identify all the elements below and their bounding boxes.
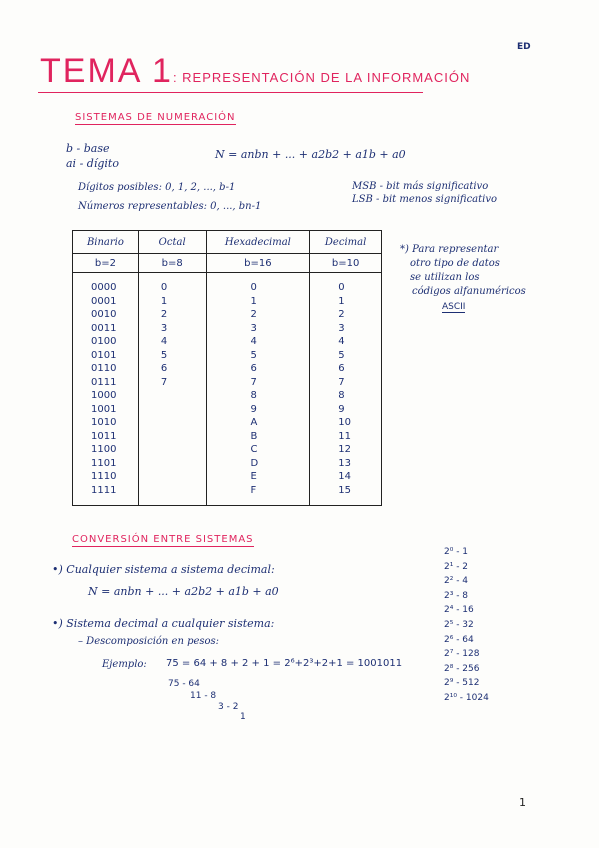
cell-hex: E	[206, 470, 310, 484]
cell-decimal: 6	[310, 362, 382, 376]
cell-hex: 8	[206, 389, 310, 403]
cell-binary: 0111	[73, 376, 139, 390]
def-digit: ai - dígito	[66, 157, 119, 170]
section-heading-numbering: SISTEMAS DE NUMERACIÓN	[75, 112, 236, 123]
header-decimal: Decimal	[310, 231, 382, 254]
cell-decimal: 5	[310, 349, 382, 363]
step-4: 1	[240, 712, 246, 722]
cell-binary: 1001	[73, 403, 139, 417]
step-3: 3 - 2	[218, 702, 239, 712]
cell-binary: 1011	[73, 430, 139, 444]
cell-decimal: 13	[310, 457, 382, 471]
cell-octal: 2	[138, 308, 206, 322]
cell-octal	[138, 457, 206, 471]
cell-decimal: 1	[310, 295, 382, 309]
note-line-1: *) Para representar	[400, 244, 499, 255]
note-ascii: ASCII	[442, 302, 466, 312]
table-row	[73, 416, 382, 430]
cell-binary: 0000	[73, 281, 139, 295]
power-of-two-item: 2⁹ - 512	[444, 678, 480, 689]
cell-hex: 5	[206, 349, 310, 363]
bullet-any-to-decimal: •) Cualquier sistema a sistema decimal:	[52, 563, 275, 576]
example-equation: 75 = 64 + 8 + 2 + 1 = 2⁶+2³+2+1 = 1001011	[166, 658, 403, 669]
cell-decimal: 11	[310, 430, 382, 444]
base-hex: b=16	[206, 254, 310, 273]
cell-hex: D	[206, 457, 310, 471]
number-systems-table	[72, 230, 382, 506]
power-of-two-item: 2⁸ - 256	[444, 663, 480, 674]
cell-binary: 1100	[73, 443, 139, 457]
cell-octal	[138, 416, 206, 430]
cell-binary: 1110	[73, 470, 139, 484]
cell-decimal: 0	[310, 281, 382, 295]
cell-hex: B	[206, 430, 310, 444]
representable-numbers: Números representables: 0, ..., bn-1	[78, 201, 262, 212]
power-of-two-item: 2¹⁰ - 1024	[444, 693, 489, 703]
table-row	[73, 322, 382, 336]
cell-decimal: 15	[310, 484, 382, 498]
msb-definition: MSB - bit más significativo	[352, 181, 489, 192]
cell-binary: 0010	[73, 308, 139, 322]
note-line-3: se utilizan los	[410, 272, 480, 283]
cell-binary: 1111	[73, 484, 139, 498]
table-row	[73, 376, 382, 390]
cell-octal: 3	[138, 322, 206, 336]
table-row	[73, 430, 382, 444]
table-row	[73, 403, 382, 417]
cell-decimal: 8	[310, 389, 382, 403]
step-1: 75 - 64	[168, 679, 200, 689]
cell-hex: 2	[206, 308, 310, 322]
table-row	[73, 308, 382, 322]
cell-hex: 7	[206, 376, 310, 390]
cell-hex: 0	[206, 281, 310, 295]
cell-hex: 3	[206, 322, 310, 336]
lsb-definition: LSB - bit menos significativo	[352, 194, 498, 205]
note-line-4: códigos alfanuméricos	[412, 286, 526, 297]
cell-binary: 0001	[73, 295, 139, 309]
cell-decimal: 9	[310, 403, 382, 417]
power-of-two-item: 2⁴ - 16	[444, 605, 474, 616]
title-underline	[38, 92, 423, 93]
header-octal: Octal	[138, 231, 206, 254]
page-title	[40, 52, 470, 91]
cell-hex: 6	[206, 362, 310, 376]
table-row	[73, 484, 382, 498]
table-row	[73, 281, 382, 295]
cell-binary: 0100	[73, 335, 139, 349]
base-binary: b=2	[73, 254, 139, 273]
cell-hex: F	[206, 484, 310, 498]
cell-binary: 1010	[73, 416, 139, 430]
cell-octal: 6	[138, 362, 206, 376]
author-initials: ED	[517, 42, 531, 52]
cell-hex: C	[206, 443, 310, 457]
cell-hex: 1	[206, 295, 310, 309]
cell-octal	[138, 443, 206, 457]
table-row	[73, 362, 382, 376]
power-of-two-item: 2¹ - 2	[444, 561, 469, 572]
cell-decimal: 3	[310, 322, 382, 336]
page-number: 1	[519, 796, 526, 809]
cell-octal: 4	[138, 335, 206, 349]
cell-binary: 0011	[73, 322, 139, 336]
header-hex: Hexadecimal	[206, 231, 310, 254]
table-row	[73, 295, 382, 309]
cell-binary: 0101	[73, 349, 139, 363]
cell-octal	[138, 470, 206, 484]
cell-binary: 0110	[73, 362, 139, 376]
def-base: b - base	[66, 142, 110, 155]
cell-octal: 1	[138, 295, 206, 309]
conversion-formula: N = anbn + ... + a2b2 + a1b + a0	[88, 585, 279, 598]
cell-binary: 1101	[73, 457, 139, 471]
step-2: 11 - 8	[190, 691, 217, 701]
example-label: Ejemplo:	[102, 659, 147, 670]
table-row	[73, 443, 382, 457]
cell-octal	[138, 389, 206, 403]
cell-decimal: 10	[310, 416, 382, 430]
cell-decimal: 2	[310, 308, 382, 322]
power-of-two-item: 2⁶ - 64	[444, 634, 474, 645]
bullet-decimal-to-any: •) Sistema decimal a cualquier sistema:	[52, 617, 275, 630]
numbering-formula: N = anbn + ... + a2b2 + a1b + a0	[215, 148, 406, 161]
note-line-2: otro tipo de datos	[410, 258, 500, 269]
cell-decimal: 14	[310, 470, 382, 484]
power-of-two-item: 2⁵ - 32	[444, 620, 474, 630]
table-row	[73, 470, 382, 484]
title-topic: TEMA 1	[40, 52, 173, 90]
power-of-two-item: 2² - 4	[444, 576, 469, 587]
title-subtitle: : REPRESENTACIÓN DE LA INFORMACIÓN	[172, 70, 471, 85]
cell-octal	[138, 484, 206, 498]
cell-octal	[138, 430, 206, 444]
cell-decimal: 7	[310, 376, 382, 390]
cell-octal: 5	[138, 349, 206, 363]
base-octal: b=8	[138, 254, 206, 273]
cell-hex: 4	[206, 335, 310, 349]
cell-decimal: 12	[310, 443, 382, 457]
base-decimal: b=10	[310, 254, 382, 273]
section-heading-conversion: CONVERSIÓN ENTRE SISTEMAS	[72, 534, 254, 545]
table-row	[73, 335, 382, 349]
power-of-two-item: 2³ - 8	[444, 590, 469, 601]
cell-decimal: 4	[310, 335, 382, 349]
possible-digits: Dígitos posibles: 0, 1, 2, ..., b-1	[78, 182, 236, 193]
cell-binary: 1000	[73, 389, 139, 403]
table-row	[73, 457, 382, 471]
table-row	[73, 389, 382, 403]
cell-hex: 9	[206, 403, 310, 417]
power-of-two-item: 2⁷ - 128	[444, 649, 480, 660]
cell-hex: A	[206, 416, 310, 430]
power-of-two-item: 2⁰ - 1	[444, 547, 469, 557]
header-binary: Binario	[73, 231, 139, 254]
cell-octal: 7	[138, 376, 206, 390]
cell-octal	[138, 403, 206, 417]
cell-octal: 0	[138, 281, 206, 295]
table-row	[73, 349, 382, 363]
weights-decomposition: – Descomposición en pesos:	[78, 636, 220, 647]
